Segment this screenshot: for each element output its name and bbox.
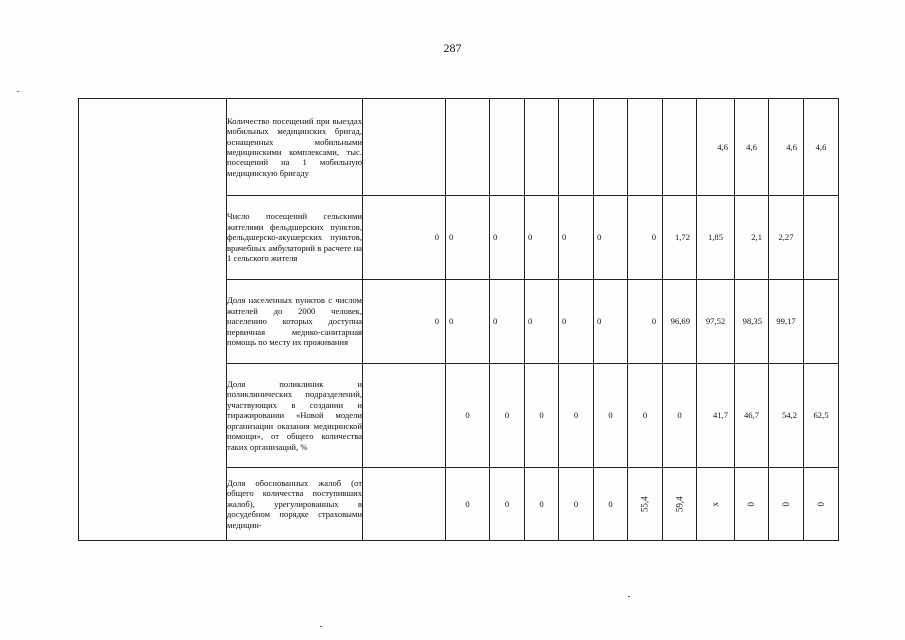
value-cell [663, 99, 697, 196]
value-cell: 0 [490, 468, 525, 541]
value-cell [663, 468, 697, 541]
indicator-description: Доля населенных пунктов с числом жителей до 2000 человек, населению которых доступна первичная медико-санитарная помощь по месту их проживания [227, 280, 363, 364]
value-cell: 4,6 [804, 99, 839, 196]
value-cell: 0 [525, 280, 559, 364]
value-cell: 0 [490, 196, 525, 280]
value-cell: 4,6 [697, 99, 735, 196]
value-cell: 1,85 [697, 196, 735, 280]
value-cell [804, 468, 839, 541]
value-cell: 0 [363, 280, 446, 364]
value-cell: 0 [525, 196, 559, 280]
empty-cell [363, 364, 446, 468]
value-cell: 0 [559, 468, 594, 541]
indicator-description: Количество посещений при выездах мобильных медицинских бригад, оснащенных мобильными медицинскими комплексами, тыс. посещений на 1 мобильную медицинскую бригаду [227, 99, 363, 196]
value-cell: 0 [446, 196, 490, 280]
scan-speck [628, 596, 630, 597]
rotated-value: 59,4 [674, 496, 685, 512]
value-cell: 0 [663, 364, 697, 468]
value-cell: 0 [446, 280, 490, 364]
scan-speck [17, 91, 19, 92]
value-cell: 0 [594, 364, 628, 468]
indicator-description: Доля поликлиник и поликлинических подразделений, участвующих в создании и тиражировании «Новой модели организации оказания медицинской помощи», от общего количества таких организаций, % [227, 364, 363, 468]
value-cell: 2,1 [735, 196, 769, 280]
indicators-table [78, 98, 839, 541]
value-cell: 98,35 [735, 280, 769, 364]
table-row [79, 99, 839, 196]
value-cell: 0 [594, 468, 628, 541]
empty-cell [804, 280, 839, 364]
value-cell: 96,69 [663, 280, 697, 364]
value-cell: 62,5 [804, 364, 839, 468]
rotated-value: 55,4 [639, 496, 650, 512]
empty-cell [363, 468, 446, 541]
value-cell: 0 [628, 280, 663, 364]
value-cell: 4,6 [735, 99, 769, 196]
value-cell: 0 [446, 364, 490, 468]
value-cell [446, 99, 490, 196]
value-cell [735, 468, 769, 541]
value-cell [490, 99, 525, 196]
value-cell: 0 [446, 468, 490, 541]
value-cell: 0 [363, 196, 446, 280]
value-cell: 46,7 [735, 364, 769, 468]
value-cell: 0 [594, 280, 628, 364]
value-cell: 99,17 [769, 280, 804, 364]
value-cell: 0 [525, 468, 559, 541]
indicator-description: Число посещений сельскими жителями фельдшерских пунктов, фельдшерско-акушерских пунктов, врачебных амбулаторий в расчете на 1 сельского жителя [227, 196, 363, 280]
value-cell [769, 468, 804, 541]
indicator-description: Доля обоснованных жалоб (от общего количества поступивших жалоб), урегулированных в досудебном порядке страховыми медицин- [227, 468, 363, 541]
value-cell: 2,27 [769, 196, 804, 280]
value-cell: 0 [525, 364, 559, 468]
value-cell: 41,7 [697, 364, 735, 468]
rotated-value: 0 [780, 501, 791, 507]
value-cell: 0 [490, 364, 525, 468]
value-cell: 0 [559, 280, 594, 364]
value-cell: 0 [559, 364, 594, 468]
rotated-value: 0 [746, 501, 757, 507]
blank-column [79, 99, 227, 541]
value-cell [628, 99, 663, 196]
value-cell [697, 468, 735, 541]
value-cell: 97,52 [697, 280, 735, 364]
value-cell [628, 468, 663, 541]
value-cell [559, 99, 594, 196]
empty-cell [804, 196, 839, 280]
page-number: 287 [443, 41, 462, 55]
value-cell: 1,72 [663, 196, 697, 280]
rotated-value: x [710, 501, 721, 507]
value-cell: 4,6 [769, 99, 804, 196]
rotated-value: 0 [815, 501, 826, 507]
scan-speck [320, 626, 322, 627]
value-cell: 54,2 [769, 364, 804, 468]
value-cell [594, 99, 628, 196]
value-cell: 0 [559, 196, 594, 280]
value-cell: 0 [628, 196, 663, 280]
value-cell: 0 [490, 280, 525, 364]
value-cell: 0 [628, 364, 663, 468]
empty-cell [363, 99, 446, 196]
value-cell [525, 99, 559, 196]
value-cell: 0 [594, 196, 628, 280]
